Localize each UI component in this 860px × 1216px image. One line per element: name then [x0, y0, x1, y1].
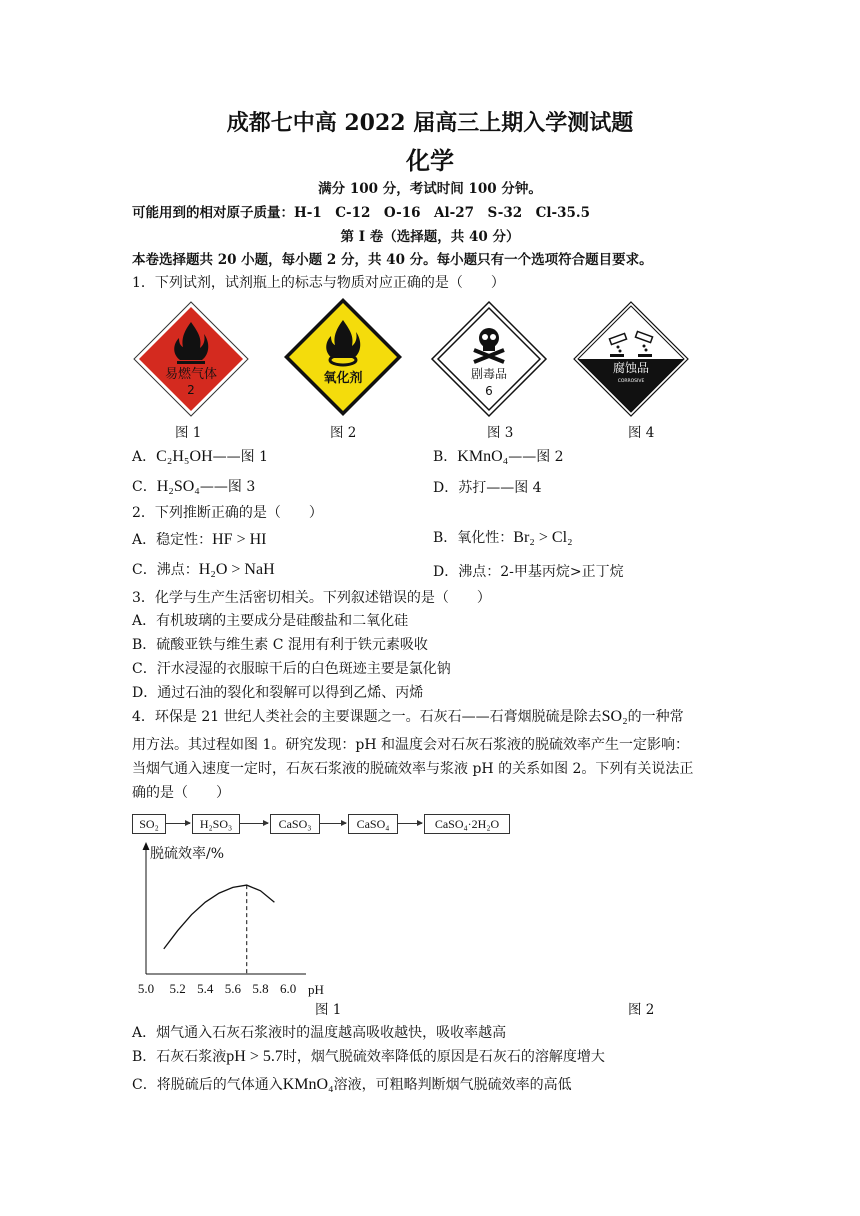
q2-option-b: B．氧化性：Br₂ > Cl₂ [433, 529, 573, 546]
q2-option-d: D．沸点：2-甲基丙烷>正丁烷 [433, 564, 624, 580]
section-heading: 第 Ⅰ 卷（选择题，共 40 分） [340, 229, 520, 245]
corrosive-sign [572, 300, 690, 418]
x-tick-label: 5.4 [197, 981, 214, 996]
q4-stem-line-4: 确的是（ ） [132, 785, 230, 801]
series-line [164, 885, 275, 949]
flow-node-caso3: CaSO₃ [270, 814, 320, 834]
q4-stem-line-2: 用方法。其过程如图 1。研究发现：pH 和温度会对石灰石浆液的脱硫效率产生一定影响： [132, 737, 689, 753]
atomic-mass-line: 可能用到的相对原子质量：H-1 C-12 O-16 Al-27 S-32 Cl-35.5 [132, 205, 591, 221]
q3-option-c: C．汗水浸湿的衣服晾干后的白色斑迹主要是氯化钠 [132, 661, 451, 677]
q1-option-c: C．H₂SO₄——图 3 [132, 478, 256, 495]
sign-label-toxic: 剧毒品 [470, 367, 508, 381]
exam-info: 满分 100 分，考试时间 100 分钟。 [318, 181, 542, 197]
q3-stem: 3．化学与生产生活密切相关。下列叙述错误的是（ ） [132, 590, 491, 606]
fig-label-3: 图 3 [487, 425, 514, 441]
sign-label-flammable: 易燃气体 [164, 367, 218, 382]
sign-label-oxidizer: 氧化剂 [323, 371, 363, 386]
flow-arrow [240, 823, 268, 824]
q4-fig-label-1: 图 1 [315, 1002, 342, 1018]
sign-label-corrosive-en: CORROSIVE [617, 379, 645, 384]
q4-option-c: C．将脱硫后的气体通入KMnO₄溶液，可粗略判断烟气脱硫效率的高低 [132, 1076, 572, 1093]
y-axis-arrow [143, 842, 150, 850]
flow-node-gypsum: CaSO₄·2H₂O [424, 814, 510, 834]
x-tick-label: 6.0 [280, 981, 297, 996]
x-tick-label: 5.2 [169, 981, 186, 996]
oxidizer-sign [282, 296, 404, 418]
q2-stem: 2．下列推断正确的是（ ） [132, 505, 323, 521]
q1-option-d: D．苏打——图 4 [433, 480, 542, 496]
flow-arrow [166, 823, 190, 824]
sign-class-6: 6 [485, 384, 493, 398]
q3-option-a: A．有机玻璃的主要成分是硅酸盐和二氧化硅 [132, 613, 409, 629]
q3-option-b: B．硫酸亚铁与维生素 C 混用有利于铁元素吸收 [132, 637, 428, 653]
q3-option-d: D．通过石油的裂化和裂解可以得到乙烯、丙烯 [132, 685, 424, 701]
sign-class-2: 2 [187, 383, 195, 397]
section-instruction: 本卷选择题共 20 小题，每小题 2 分，共 40 分。每小题只有一个选项符合题目要求。 [132, 252, 653, 268]
q1-option-a: A．C₂H₅OH——图 1 [132, 448, 268, 465]
fig-label-2: 图 2 [330, 425, 357, 441]
y-axis-label: 脱硫效率/% [150, 846, 225, 862]
exam-title: 成都七中高 2022 届高三上期入学测试题 [226, 110, 634, 136]
fig-label-1: 图 1 [175, 425, 202, 441]
q2-option-c: C．沸点：H₂O > NaH [132, 561, 275, 578]
q1-stem: 1．下列试剂，试剂瓶上的标志与物质对应正确的是（ ） [132, 275, 505, 291]
flow-node-so2: SO₂ [132, 814, 166, 834]
flow-node-caso4: CaSO₄ [348, 814, 398, 834]
q4-stem-line-3: 当烟气通入速度一定时，石灰石浆液的脱硫效率与浆液 pH 的关系如图 2。下列有关说法正 [132, 761, 694, 777]
q4-stem-line-1: 4．环保是 21 世纪人类社会的主要课题之一。石灰石——石膏烟脱硫是除去SO₂的一种常 [132, 708, 684, 725]
q4-fig-label-2: 图 2 [628, 1002, 655, 1018]
q2-option-a: A．稳定性：HF > HI [132, 531, 267, 548]
q4-option-a: A．烟气通入石灰石浆液时的温度越高吸收越快，吸收率越高 [132, 1025, 507, 1041]
flow-node-h2so3: H₂SO₃ [192, 814, 240, 834]
fig-label-4: 图 4 [628, 425, 655, 441]
x-tick-label: 5.6 [224, 981, 242, 996]
subject-title: 化学 [406, 146, 454, 175]
sign-label-corrosive: 腐蚀品 [612, 361, 650, 375]
flow-arrow [320, 823, 346, 824]
x-axis-label: pH [308, 982, 324, 997]
x-tick-label: 5.8 [252, 981, 269, 996]
toxic-sign [430, 300, 548, 418]
q4-option-b: B．石灰石浆液pH > 5.7时，烟气脱硫效率降低的原因是石灰石的溶解度增大 [132, 1048, 605, 1065]
flammable-gas-sign [132, 300, 250, 418]
flow-arrow [398, 823, 422, 824]
x-tick-label: 5.0 [137, 981, 155, 996]
q1-option-b: B．KMnO₄——图 2 [433, 448, 564, 465]
efficiency-ph-chart [126, 840, 336, 1000]
